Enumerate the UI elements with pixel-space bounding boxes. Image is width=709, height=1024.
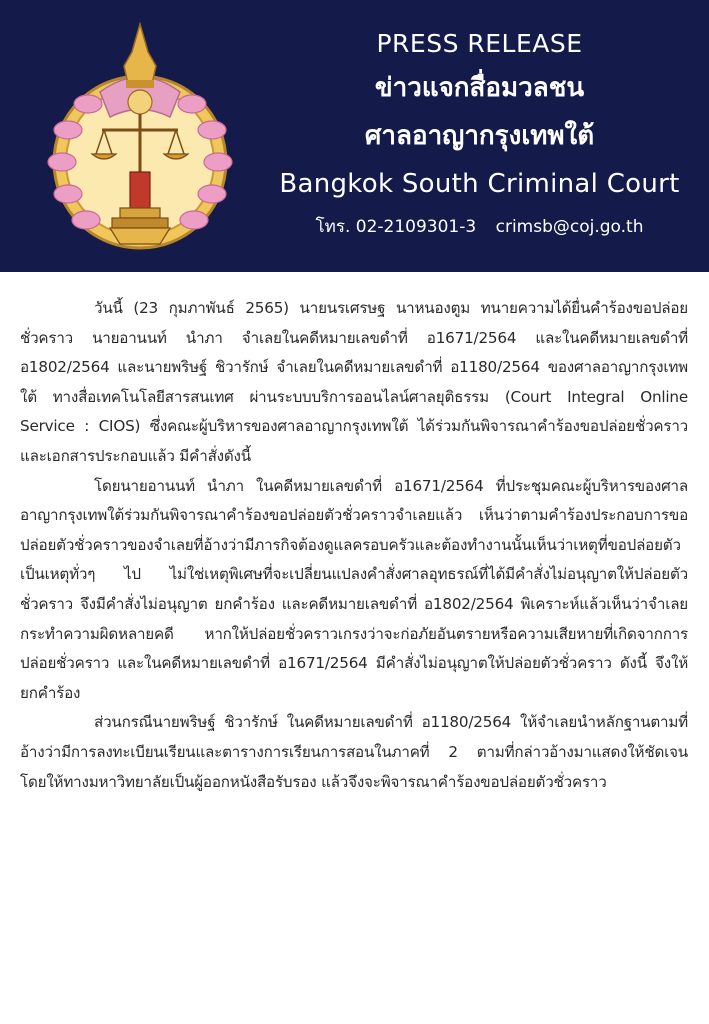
press-release-title: PRESS RELEASE [376, 29, 583, 58]
press-release-thai-title: ข่าวแจกสื่อมวลชน [374, 73, 585, 103]
press-release-body [20, 294, 688, 797]
court-name-english: Bangkok South Criminal Court [279, 169, 680, 199]
contact-email: crimsb@coj.go.th [495, 217, 644, 237]
press-release-banner [0, 0, 709, 272]
body-paragraph: โดยนายอานนท์ นำภา ในคดีหมายเลขดำที่ อ1671/2564 ที่ประชุมคณะผู้บริหารของศาลอาญากรุงเทพใต้ร่วมกันพิจารณาคำร้องขอปล่อยตัวชั่วคราวจำเลยแล้ว เห็นว่าตามคำร้องประกอบการขอปล่อยตัวชั่วคราวของจำเลยที่อ้างว่ามีภารกิจต้องดูแลครอบครัวและต้องทำงานนั้นเห็นว่าเหตุที่ขอปล่อยตัวเป็นเหตุทั่วๆ ไป ไม่ใช่เหตุพิเศษที่จะเปลี่ยนแปลงคำสั่งศาลอุทธรณ์ที่ได้มีคำสั่งไม่อนุญาตให้ปล่อยตัวชั่วคราว จึงมีคำสั่งไม่อนุญาต ยกคำร้อง และคดีหมายเลขดำที่ อ1802/2564 พิเคราะห์แล้วเห็นว่าจำเลยกระทำความผิดหลายคดี หากให้ปล่อยชั่วคราวเกรงว่าจะก่อภัยอันตรายหรือความเสียหายที่เกิดจากการปล่อยชั่วคราว และในคดีหมายเลขดำที่ อ1671/2564 มีคำสั่งไม่อนุญาตให้ปล่อยตัวชั่วคราว ดังนี้ จึงให้ยกคำร้อง [20, 476, 688, 702]
court-emblem-icon [40, 22, 240, 252]
contact-line [250, 210, 709, 244]
body-paragraph: วันนี้ (23 กุมภาพันธ์ 2565) นายนรเศรษฐ นาหนองตูม ทนายความได้ยื่นคำร้องขอปล่อยชั่วคราว นายอานนท์ นำภา จำเลยในคดีหมายเลขดำที่ อ1671/2564 และในคดีหมายเลขดำที่ อ1802/2564 และนายพริษฐ์ ชิวารักษ์ จำเลยในคดีหมายเลขดำที่ อ1180/2564 ของศาลอาญากรุงเทพใต้ ทางสื่อเทคโนโลยีสารสนเทศ ผ่านระบบบริการออนไลน์ศาลยุติธรรม (Court Integral Online Service : CIOS) ซึ่งคณะผู้บริหารของศาลอาญากรุงเทพใต้ ได้ร่วมกันพิจารณาคำร้องขอปล่อยชั่วคราว และเอกสารประกอบแล้ว มีคำสั่งดังนี้ [20, 299, 688, 465]
body-paragraph: ส่วนกรณีนายพริษฐ์ ชิวารักษ์ ในคดีหมายเลขดำที่ อ1180/2564 ให้จำเลยนำหลักฐานตามที่อ้างว่ามีการลงทะเบียนเรียนและตารางการเรียนการสอนในภาคที่ 2 ตามที่กล่าวอ้างมาแสดงให้ชัดเจน โดยให้ทางมหาวิทยาลัยเป็นผู้ออกหนังสือรับรอง แล้วจึงจะพิจารณาคำร้องขอปล่อยตัวชั่วคราว [20, 713, 688, 791]
contact-phone: โทร. 02-2109301-3 [315, 217, 477, 237]
banner-titles [250, 24, 709, 244]
court-name-thai: ศาลอาญากรุงเทพใต้ [364, 121, 595, 151]
